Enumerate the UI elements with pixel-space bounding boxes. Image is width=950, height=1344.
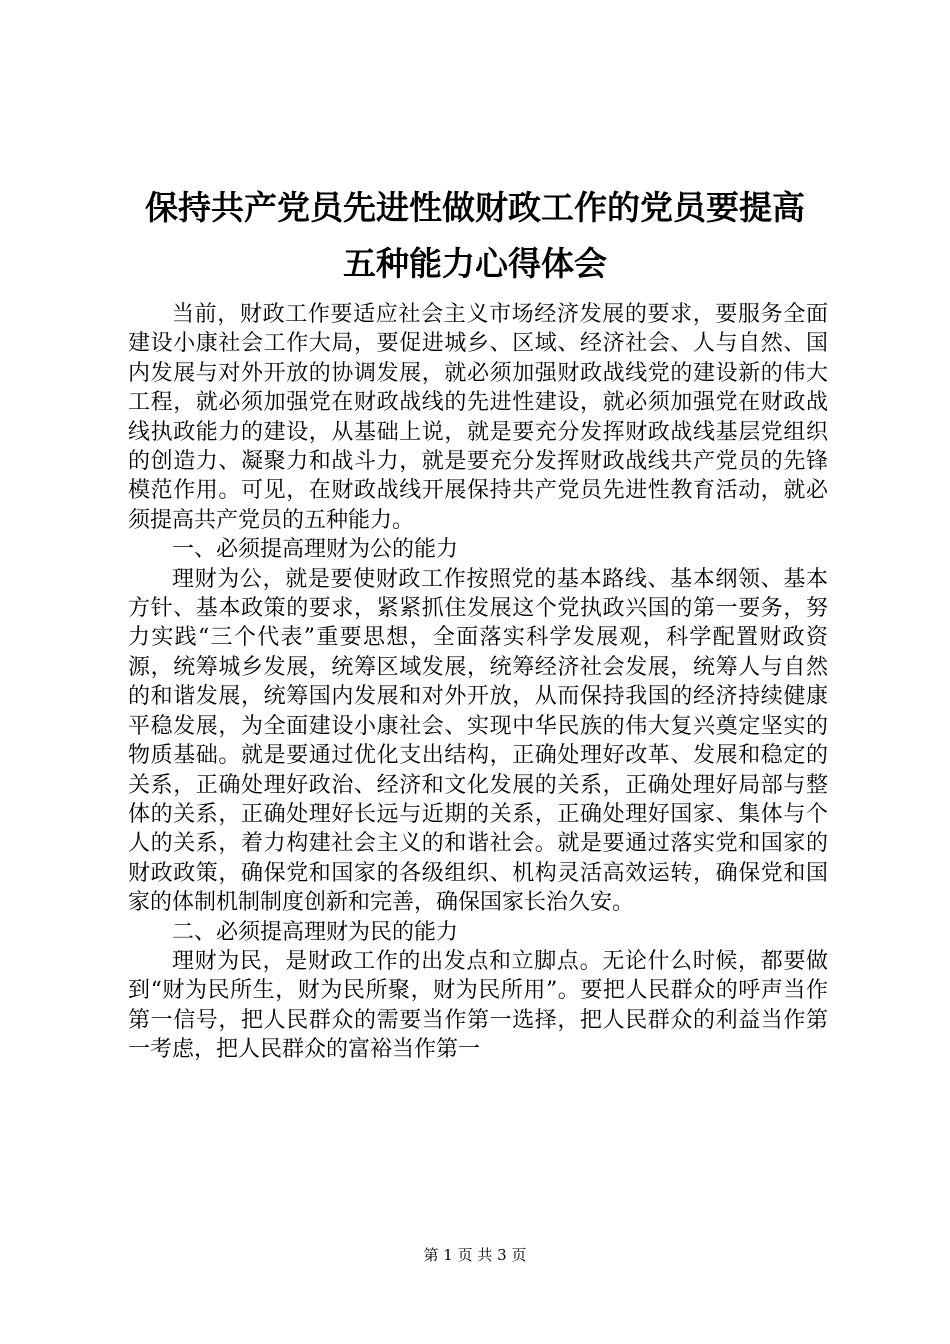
paragraph-section-1: 理财为公，就是要使财政工作按照党的基本路线、基本纲领、基本方针、基本政策的要求，紧紧抓住发展这个党执政兴国的第一要务，努力实践“三个代表”重要思想，全面落实科学发展观，科学配置财政资源，统筹城乡发展，统筹区域发展，统筹经济社会发展，统筹人与自然的和谐发展，统筹国内发展和对外开放，从而保持我国的经济持续健康平稳发展，为全面建设小康社会、实现中华民族的伟大复兴奠定坚实的物质基础。就是要通过优化支出结构，正确处理好改革、发展和稳定的关系，正确处理好政治、经济和文化发展的关系，正确处理好局部与整体的关系，正确处理好长远与近期的关系，正确处理好国家、集体与个人的关系，着力构建社会主义的和谐社会。就是要通过落实党和国家的财政政策，确保党和国家的各级组织、机构灵活高效运转，确保党和国家的体制机制制度创新和完善，确保国家长治久安。 [128,566,828,916]
paragraph-intro: 当前，财政工作要适应社会主义市场经济发展的要求，要服务全面建设小康社会工作大局，要促进城乡、区域、经济社会、人与自然、国内发展与对外开放的协调发展，就必须加强财政战线党的建设新的伟大工程，就必须加强党在财政战线的先进性建设，就必须加强党在财政战线执政能力的建设，从基础上说，就是要充分发挥财政战线基层党组织的创造力、凝聚力和战斗力，就是要充分发挥财政战线共产党员的先锋模范作用。可见，在财政战线开展保持共产党员先进性教育活动，就必须提高共产党员的五种能力。 [128,302,828,533]
document-title-line-1: 保持共产党员先进性做财政工作的党员要提高 [145,188,805,227]
section-heading-2: 二、必须提高理财为民的能力 [172,919,459,945]
section-heading-1: 一、必须提高理财为公的能力 [172,537,459,563]
page-footer: 第 1 页 共 3 页 [423,1246,527,1264]
paragraph-section-2: 理财为民，是财政工作的出发点和立脚点。无论什么时候，都要做到“财为民所生，财为民所聚，财为民所用”。要把人民群众的呼声当作第一信号，把人民群众的需要当作第一选择，把人民群众的利益当作第一考虑，把人民群众的富裕当作第一 [128,948,828,1063]
document-title-line-2: 五种能力心得体会 [343,244,607,283]
document-body [128,300,828,1065]
